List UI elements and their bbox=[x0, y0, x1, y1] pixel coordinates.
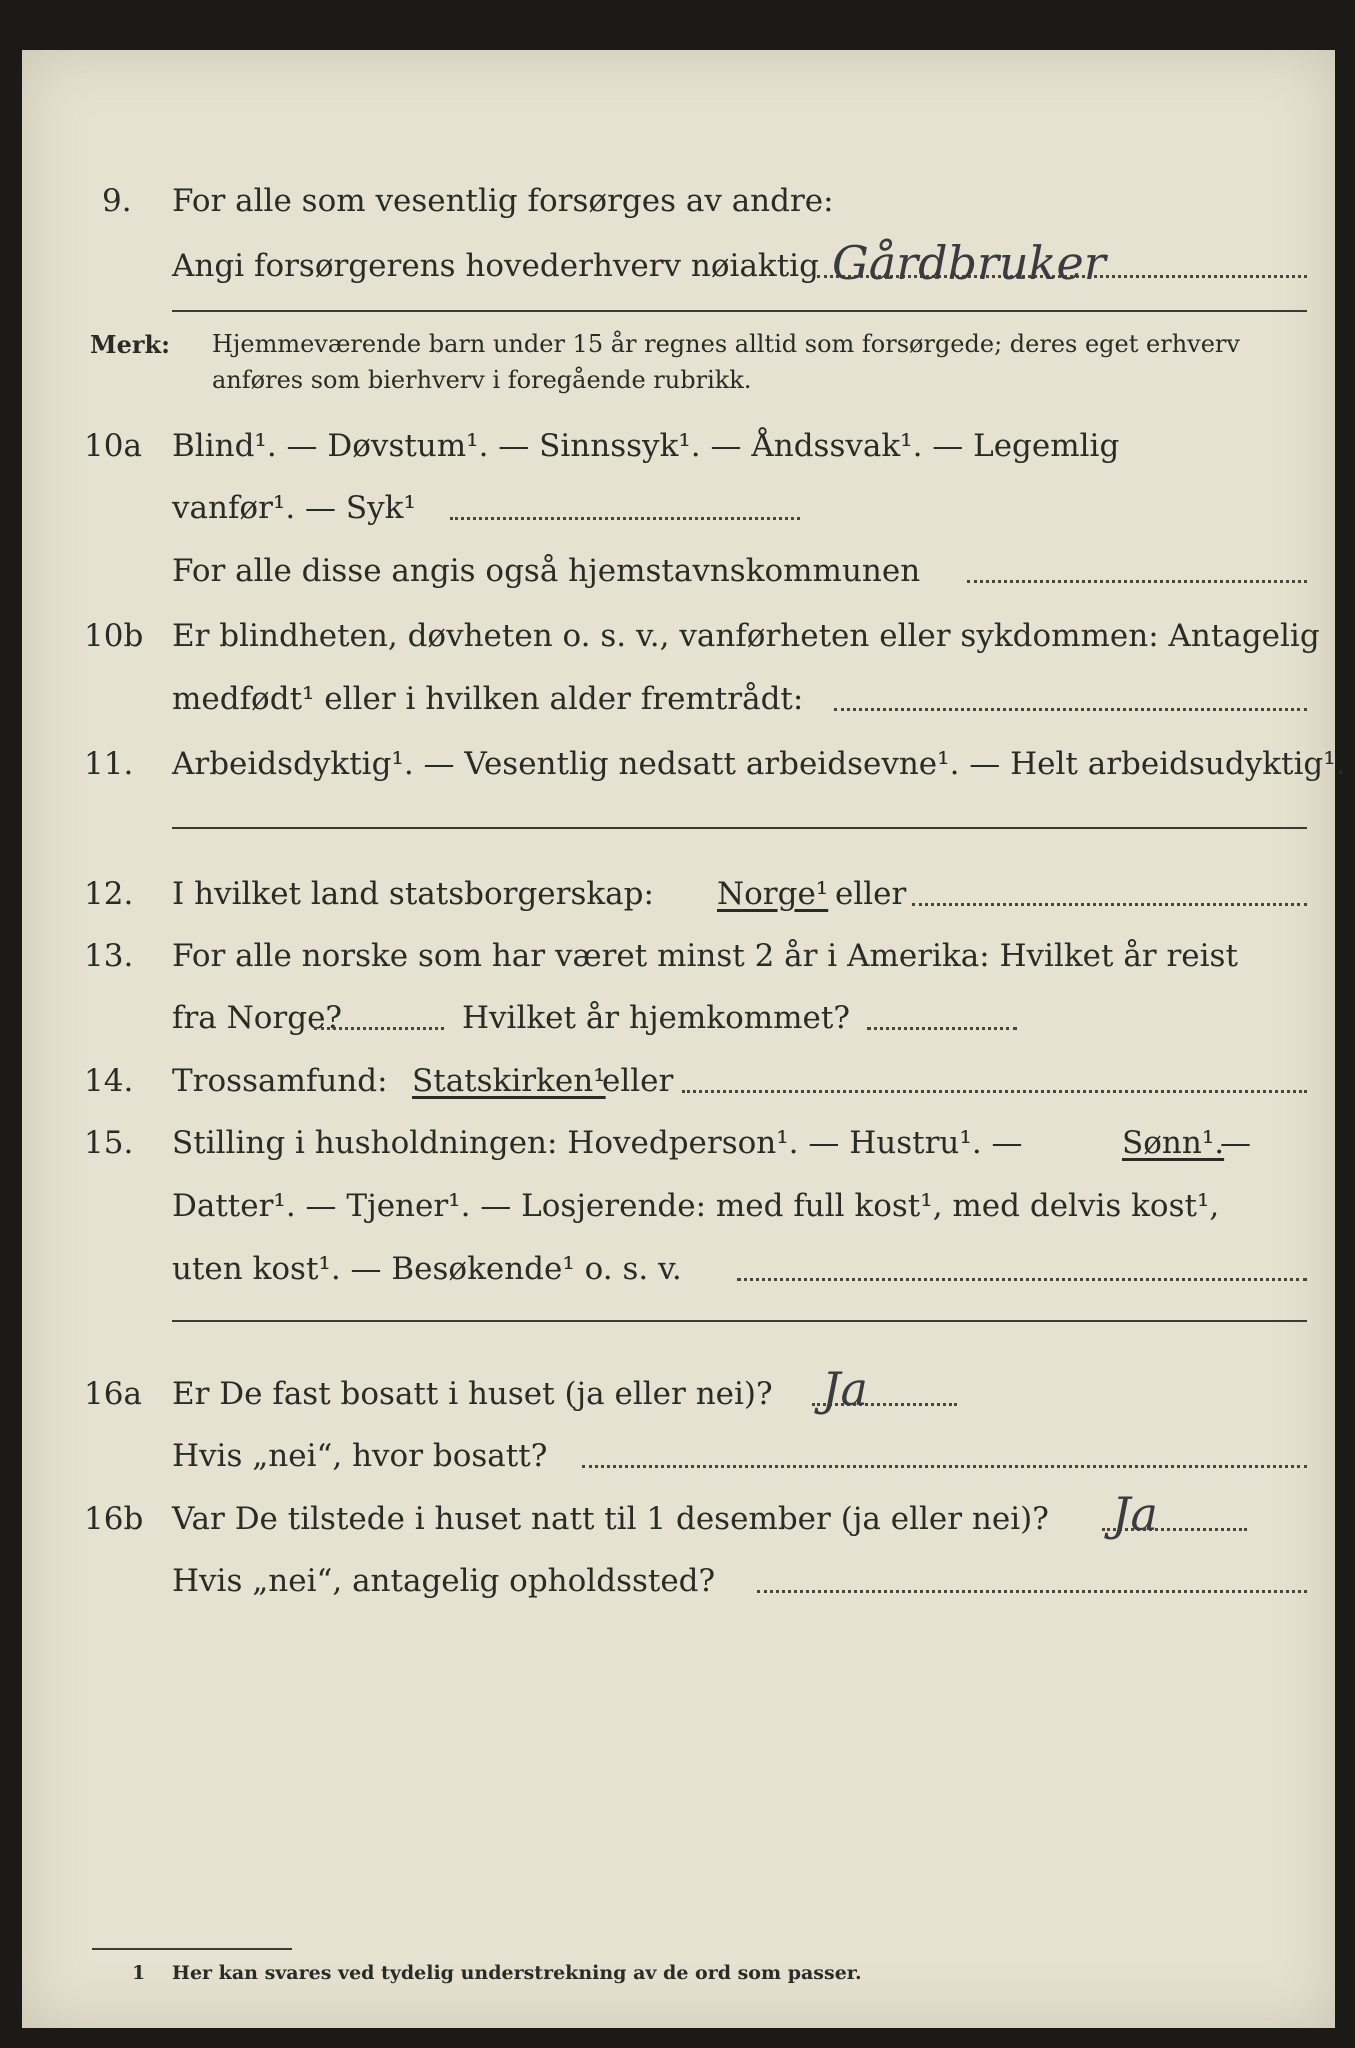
q10b-number: 10b bbox=[84, 618, 144, 654]
q10a-line3 bbox=[22, 545, 1335, 595]
q15-number: 15. bbox=[84, 1125, 134, 1161]
q15-line2 bbox=[22, 1180, 1335, 1230]
q15-line1 bbox=[22, 1117, 1335, 1167]
q10a-line2 bbox=[22, 482, 1335, 532]
q13-from-norway: fra Norge? bbox=[172, 1000, 343, 1036]
q13-number: 13. bbox=[84, 938, 134, 974]
q15-answer-line bbox=[172, 1320, 1307, 1322]
q10a-number: 10a bbox=[84, 428, 142, 464]
q10b-text: Er blindheten, døvheten o. s. v., vanførheten eller sykdommen: Antagelig bbox=[172, 618, 1320, 654]
q9-line2 bbox=[22, 236, 1335, 290]
q16a-line1 bbox=[22, 1362, 1335, 1418]
q16a-line2 bbox=[22, 1430, 1335, 1480]
footnote-marker: 1 bbox=[132, 1962, 146, 1984]
q13-return-question: Hvilket år hjemkommet? bbox=[462, 1000, 850, 1036]
q14-line bbox=[22, 1055, 1335, 1105]
q10b-answer-field[interactable] bbox=[834, 708, 1307, 711]
q16b-line2 bbox=[22, 1555, 1335, 1605]
q12-line bbox=[22, 868, 1335, 918]
q12-norge-underlined: Norge¹ bbox=[717, 876, 829, 912]
q9-question: Angi forsørgerens hovederhverv nøiaktig bbox=[172, 248, 819, 284]
q15-answer-field[interactable] bbox=[737, 1278, 1307, 1281]
q13-text: For alle norske som har været minst 2 år i Amerika: Hvilket år reist bbox=[172, 938, 1238, 974]
q16a-followup: Hvis „nei“, hvor bosatt? bbox=[172, 1438, 548, 1474]
q10b-line2 bbox=[22, 673, 1335, 723]
q15-text-2: Datter¹. — Tjener¹. — Losjerende: med full kost¹, med delvis kost¹, bbox=[172, 1188, 1220, 1224]
q16b-question: Var De tilstede i huset natt til 1 desember (ja eller nei)? bbox=[172, 1501, 1049, 1537]
q13-return-year-field[interactable] bbox=[867, 1027, 1017, 1030]
q12-question: I hvilket land statsborgerskap: bbox=[172, 876, 654, 912]
q10a-home-municipality: For alle disse angis også hjemstavnskommunen bbox=[172, 553, 921, 589]
q9-number: 9. bbox=[102, 183, 132, 219]
q10a-answer-field[interactable] bbox=[450, 517, 800, 520]
q10b-text-2: medfødt¹ eller i hvilken alder fremtrådt: bbox=[172, 681, 804, 717]
q14-statskirken-underlined: Statskirken¹ bbox=[412, 1063, 606, 1099]
q16b-number: 16b bbox=[84, 1501, 144, 1537]
footnote-rule bbox=[92, 1948, 292, 1950]
q10a-options-2: vanfør¹. — Syk¹ bbox=[172, 490, 416, 526]
census-form-page bbox=[22, 50, 1346, 2028]
q16b-followup: Hvis „nei“, antagelig opholdssted? bbox=[172, 1563, 716, 1599]
footnote-text: Her kan svares ved tydelig understrekning av de ord som passer. bbox=[172, 1962, 862, 1984]
q15-text-3: uten kost¹. — Besøkende¹ o. s. v. bbox=[172, 1251, 682, 1287]
q13-departure-year-field[interactable] bbox=[314, 1027, 444, 1030]
merk-label: Merk: bbox=[90, 330, 170, 359]
q9-handwritten-answer: Gårdbruker bbox=[832, 236, 1106, 290]
q16b-line1 bbox=[22, 1487, 1335, 1543]
q14-eller: eller bbox=[602, 1063, 674, 1099]
q16a-handwritten-answer: Ja bbox=[822, 1362, 868, 1416]
q13-line1 bbox=[22, 930, 1335, 980]
q9-text: For alle som vesentlig forsørges av andre: bbox=[172, 183, 834, 219]
q14-answer-field[interactable] bbox=[682, 1090, 1307, 1093]
q10b-line1 bbox=[22, 610, 1335, 660]
q16b-handwritten-answer: Ja bbox=[1112, 1487, 1158, 1541]
q16b-location-field[interactable] bbox=[757, 1590, 1307, 1593]
q9-line1 bbox=[22, 175, 1335, 225]
q15-text-1: Stilling i husholdningen: Hovedperson¹. — Hustru¹. — bbox=[172, 1125, 1023, 1161]
q10a-line1 bbox=[22, 420, 1335, 470]
q12-eller: eller bbox=[835, 876, 907, 912]
merk-line1: Hjemmeværende barn under 15 år regnes alltid som forsørgede; deres eget erhverv bbox=[212, 330, 1240, 358]
q11-line1 bbox=[22, 738, 1346, 788]
q14-number: 14. bbox=[84, 1063, 134, 1099]
q11-answer-line bbox=[172, 827, 1307, 829]
q13-line2 bbox=[22, 992, 1335, 1042]
q16a-number: 16a bbox=[84, 1376, 142, 1412]
q11-options: Arbeidsdyktig¹. — Vesentlig nedsatt arbeidsevne¹. — Helt arbeidsudyktig¹. bbox=[172, 746, 1346, 782]
q12-number: 12. bbox=[84, 876, 134, 912]
q12-answer-field[interactable] bbox=[912, 903, 1307, 906]
q9-extra-line bbox=[172, 310, 1307, 312]
q10a-options: Blind¹. — Døvstum¹. — Sinnssyk¹. — Åndssvak¹. — Legemlig bbox=[172, 428, 1120, 464]
merk-line2: anføres som bierhverv i foregående rubrikk. bbox=[212, 366, 752, 394]
q10a-municipality-field[interactable] bbox=[967, 580, 1307, 583]
q15-text-1b: — bbox=[1220, 1125, 1251, 1161]
q16a-question: Er De fast bosatt i huset (ja eller nei)? bbox=[172, 1376, 773, 1412]
q16a-location-field[interactable] bbox=[582, 1465, 1307, 1468]
q11-number: 11. bbox=[84, 746, 134, 782]
q14-label: Trossamfund: bbox=[172, 1063, 388, 1099]
q15-line3 bbox=[22, 1243, 1335, 1293]
q15-sonn-underlined: Sønn¹. bbox=[1122, 1125, 1225, 1161]
